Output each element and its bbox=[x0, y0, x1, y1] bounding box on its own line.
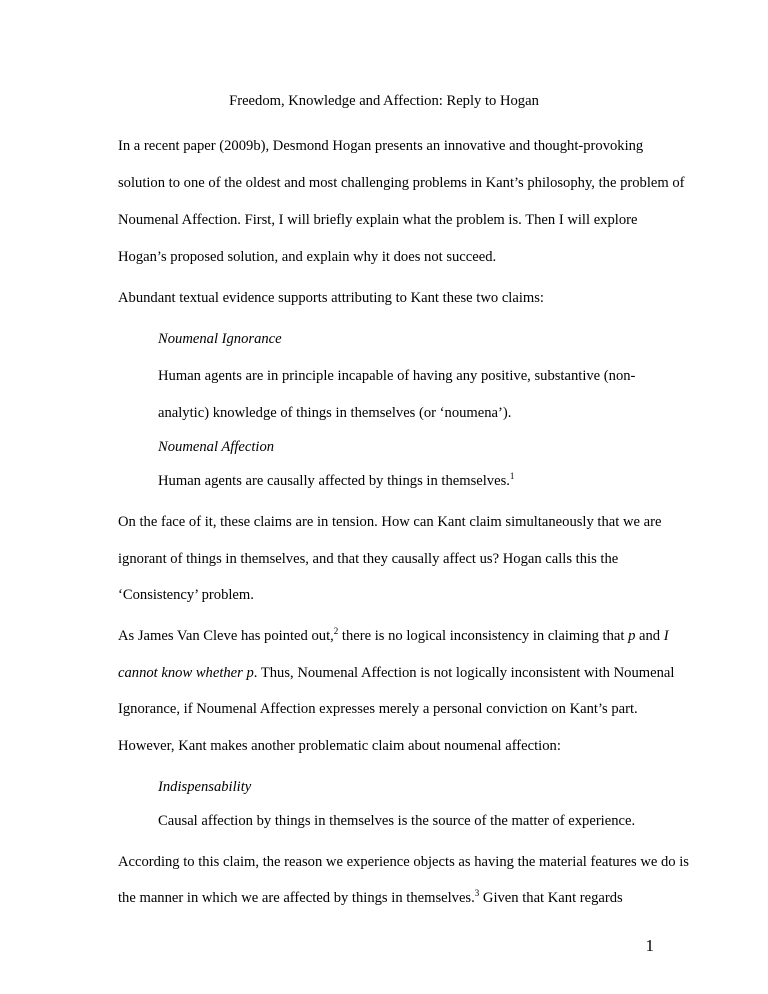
paragraph-4-pronoun-i: I bbox=[663, 628, 669, 644]
paragraph-4-line-2-italic: cannot know whether p bbox=[118, 665, 254, 681]
paragraph-3-line-2: ignorant of things in themselves, and that they causally affect us? Hogan calls this the bbox=[118, 551, 619, 567]
page-number: 1 bbox=[645, 936, 654, 955]
claim-noumenal-affection-heading: Noumenal Affection bbox=[158, 439, 275, 455]
paragraph-4-line-1 bbox=[118, 627, 669, 645]
paragraph-4-line-3: Ignorance, if Noumenal Affection expresses merely a personal conviction on Kant’s part. bbox=[118, 701, 638, 717]
paragraph-4-line-2 bbox=[118, 664, 674, 682]
paragraph-3-line-1: On the face of it, these claims are in tension. How can Kant claim simultaneously that we are bbox=[118, 514, 662, 530]
paragraph-4-line-4: However, Kant makes another problematic claim about noumenal affection: bbox=[118, 738, 561, 754]
paragraph-5-line-2-start: the manner in which we are affected by things in themselves. bbox=[118, 890, 475, 906]
claim-noumenal-ignorance-line-2: analytic) knowledge of things in themselves (or ‘noumena’). bbox=[158, 405, 512, 421]
claim-noumenal-affection-text bbox=[158, 472, 514, 490]
paragraph-4-conjunction: and bbox=[635, 628, 664, 644]
paragraph-1-line-1: In a recent paper (2009b), Desmond Hogan presents an innovative and thought-provoking bbox=[118, 138, 644, 154]
paragraph-1-line-2: solution to one of the oldest and most challenging problems in Kant’s philosophy, the problem of bbox=[118, 175, 685, 191]
paragraph-4-line-1-middle: there is no logical inconsistency in claiming that bbox=[338, 628, 629, 644]
claim-indispensability-heading: Indispensability bbox=[158, 779, 252, 795]
paragraph-4-line-2-rest: . Thus, Noumenal Affection is not logically inconsistent with Noumenal bbox=[253, 665, 675, 681]
paragraph-2: Abundant textual evidence supports attributing to Kant these two claims: bbox=[118, 290, 544, 306]
claim-noumenal-affection-body: Human agents are causally affected by things in themselves. bbox=[158, 473, 510, 489]
document-title: Freedom, Knowledge and Affection: Reply to Hogan bbox=[229, 93, 539, 109]
claim-noumenal-ignorance-heading: Noumenal Ignorance bbox=[158, 331, 282, 347]
claim-noumenal-ignorance-line-1: Human agents are in principle incapable of having any positive, substantive (non- bbox=[158, 368, 636, 384]
paragraph-5-line-2-rest: Given that Kant regards bbox=[479, 890, 623, 906]
footnote-marker-3: 3 bbox=[474, 888, 480, 899]
paragraph-5-line-1: According to this claim, the reason we experience objects as having the material features we do is bbox=[118, 854, 689, 870]
paragraph-4-line-1-start: As James Van Cleve has pointed out, bbox=[118, 628, 334, 644]
paragraph-3-line-3: ‘Consistency’ problem. bbox=[118, 587, 254, 603]
paragraph-4-variable-p: p bbox=[628, 628, 636, 644]
paragraph-5-line-2 bbox=[118, 889, 623, 907]
paragraph-1-line-3: Noumenal Affection. First, I will briefly explain what the problem is. Then I will explore bbox=[118, 212, 638, 228]
footnote-marker-1: 1 bbox=[509, 471, 515, 482]
claim-indispensability-text: Causal affection by things in themselves is the source of the matter of experience. bbox=[158, 813, 636, 829]
footnote-marker-2: 2 bbox=[333, 626, 339, 637]
paragraph-1-line-4: Hogan’s proposed solution, and explain why it does not succeed. bbox=[118, 249, 497, 265]
